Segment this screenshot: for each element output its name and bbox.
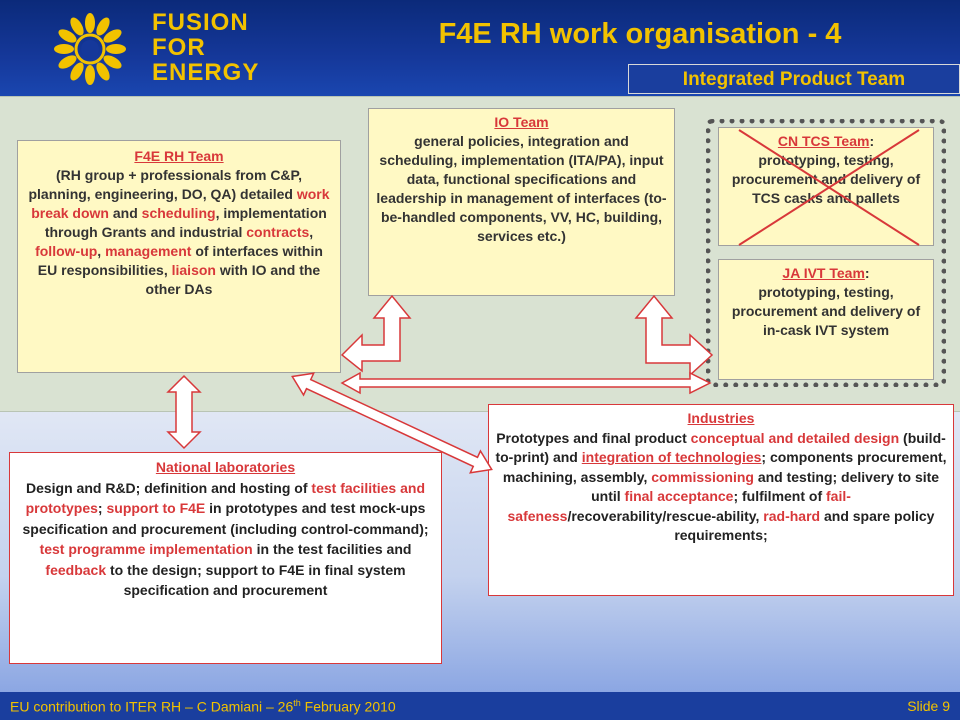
- labs-highlight: test programme implementation: [39, 541, 253, 557]
- f4e-text: of interfaces within EU responsibilities,: [37, 243, 323, 278]
- ja-colon: :: [864, 265, 870, 281]
- logo-line-3: ENERGY: [152, 59, 260, 86]
- f4e-text: ,: [309, 224, 314, 240]
- industries-text: /recoverability/rescue-ability,: [567, 507, 764, 524]
- f4e-text: (RH group + professionals from C&P, planning, engineering, DO, QA) detailed: [28, 167, 302, 202]
- industries-heading: Industries: [687, 410, 755, 426]
- labs-highlight: feedback: [45, 561, 107, 578]
- cn-body: prototyping, testing, procurement and delivery of TCS casks and pallets: [731, 152, 921, 206]
- f4e-labs-arrow: [168, 376, 200, 448]
- industries-highlight: rad-hard: [763, 507, 821, 524]
- f4e-heading: F4E RH Team: [134, 148, 224, 164]
- industries-text: and spare policy requirements;: [674, 507, 935, 543]
- io-ja-arrow: [636, 296, 712, 375]
- f4e-highlight: follow-up: [35, 243, 98, 259]
- f4e-text: with IO and the other DAs: [145, 262, 321, 297]
- f4e-text: ,: [97, 243, 106, 259]
- footer-citation-sup: th: [293, 698, 301, 708]
- cn-colon: :: [869, 133, 875, 149]
- labs-heading: National laboratories: [155, 459, 296, 475]
- industries-text: Prototypes and final product: [496, 429, 691, 446]
- logo-line-2: FOR: [152, 34, 206, 61]
- footer-bar: [0, 692, 960, 720]
- industries-highlight: commissioning: [651, 468, 754, 485]
- f4e-highlight: contracts: [246, 224, 310, 240]
- labs-text: in prototypes and test mock-ups specification and procurement (including control-command);: [22, 500, 429, 537]
- f4e-text: , implementation through Grants and industrial: [44, 205, 327, 240]
- industries-text: ; components procurement, machining, assembly,: [502, 449, 947, 485]
- labs-text: in the test facilities and: [252, 541, 412, 557]
- labs-text: Design and R&D; definition and hosting of: [25, 479, 312, 496]
- slide-number: Slide 9: [907, 698, 950, 714]
- footer-citation-text: EU contribution to ITER RH – C Damiani – 26: [10, 698, 294, 715]
- f4e-text: and: [108, 205, 142, 221]
- industries-text: and testing; delivery to site until: [591, 468, 940, 504]
- industries-highlight: integration of technologies: [581, 449, 762, 465]
- f4e-highlight: management: [105, 243, 192, 259]
- slide-title: F4E RH work organisation - 4: [438, 18, 842, 50]
- industries-highlight: final acceptance: [624, 488, 734, 504]
- f4e-highlight: work break down: [31, 186, 330, 221]
- f4e-io-arrow: [342, 296, 410, 371]
- labs-text: to the design; support to F4E in final system specification and procurement: [106, 561, 406, 598]
- industries-highlight: conceptual and detailed design: [690, 429, 900, 446]
- footer-citation-text: February 2010: [300, 698, 396, 715]
- f4e-highlight: scheduling: [141, 205, 216, 221]
- io-heading: IO Team: [494, 114, 549, 130]
- industries-text: (build-to-print) and: [495, 429, 946, 465]
- cn-heading: CN TCS Team: [777, 133, 870, 149]
- f4e-highlight: liaison: [171, 262, 216, 278]
- logo-line-1: FUSION: [152, 9, 249, 36]
- industries-text: ; fulfilment of: [733, 488, 827, 504]
- horizontal-double-arrow: [342, 373, 710, 393]
- io-body: general policies, integration and scheduling, implementation (ITA/PA), input data, functional specifications and leadership in management of interfaces (to-be-handled components, VV, HC, building, services etc.): [376, 133, 667, 244]
- ja-body: prototyping, testing, procurement and delivery of in-cask IVT system: [731, 284, 921, 338]
- ja-heading: JA IVT Team: [782, 265, 865, 281]
- industries-highlight: fail-safeness: [507, 488, 851, 524]
- footer-citation: [10, 698, 396, 715]
- team-tag: Integrated Product Team: [628, 64, 960, 94]
- labs-text: ;: [97, 500, 107, 516]
- labs-highlight: support to F4E: [106, 500, 206, 516]
- labs-highlight: test facilities and prototypes: [25, 479, 425, 516]
